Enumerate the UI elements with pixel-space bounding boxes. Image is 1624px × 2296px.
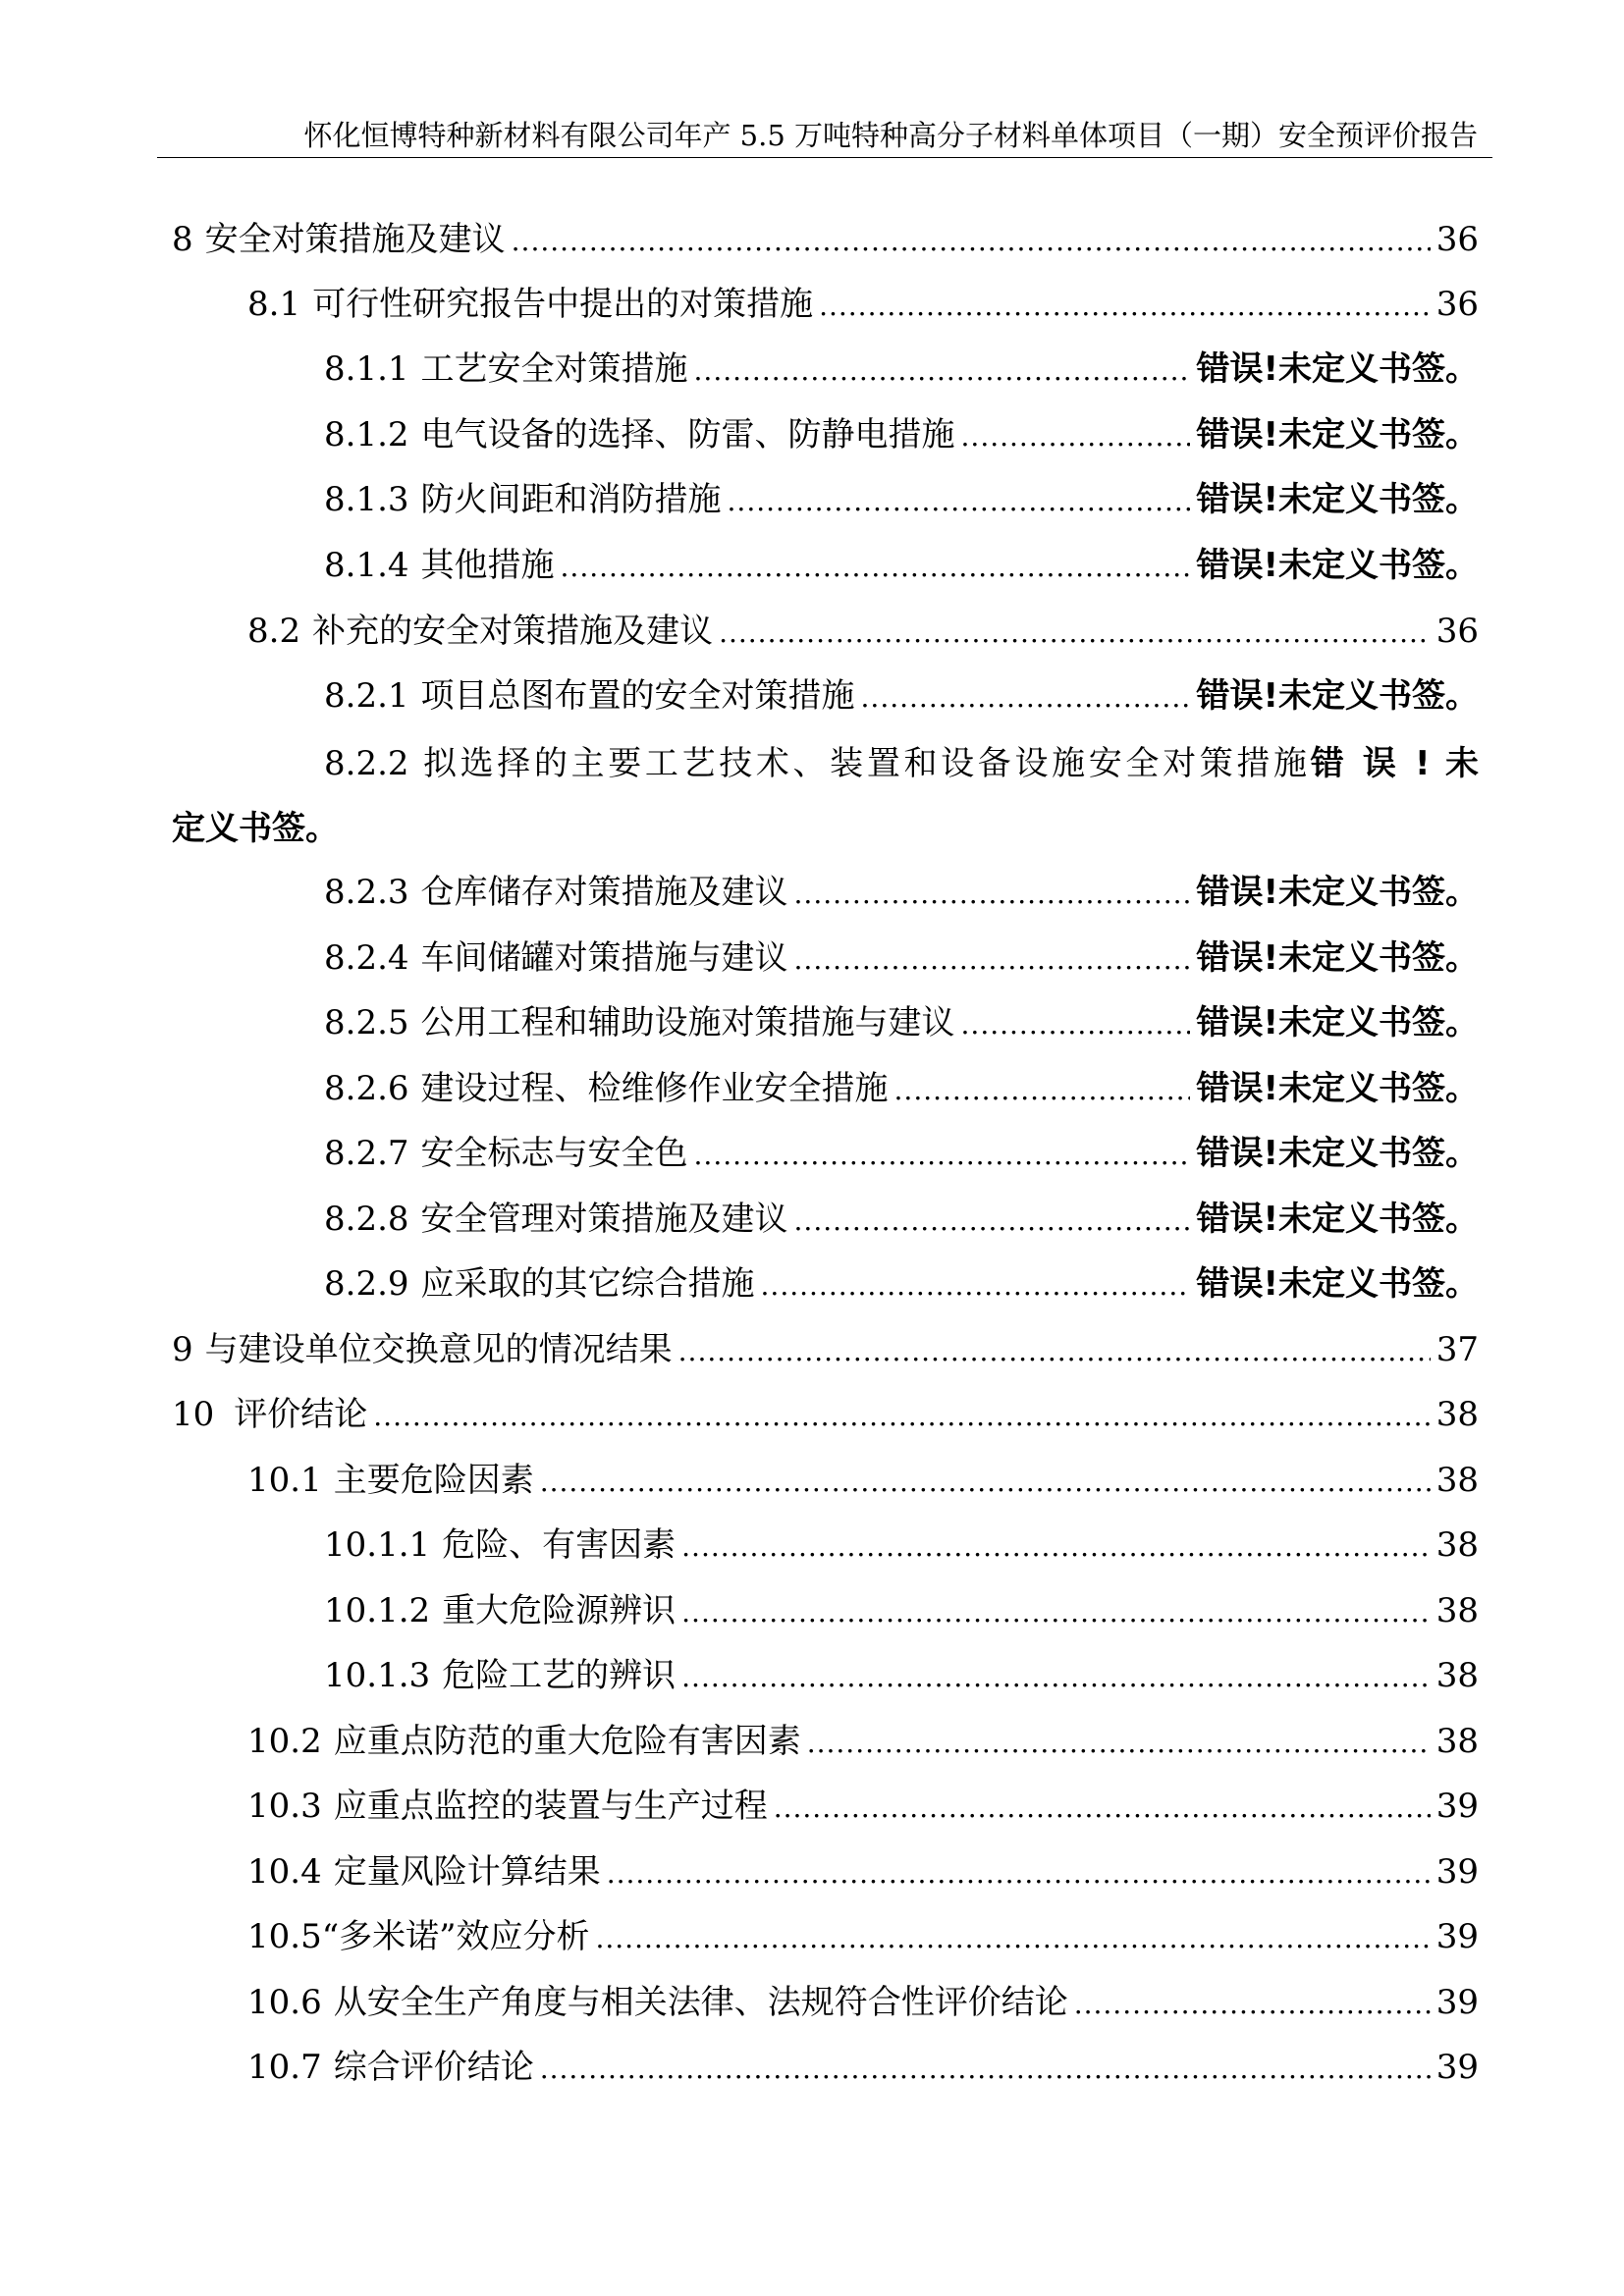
toc-entry-8-1-4[interactable]: [324, 536, 1479, 595]
toc-entry-line-1: [172, 731, 1479, 796]
toc-page-number: 39: [1435, 1917, 1479, 1956]
toc-entry-8-2[interactable]: [247, 602, 1479, 661]
toc-entry-8-2-3[interactable]: [324, 863, 1479, 922]
toc-entry-title: 应采取的其它综合措施: [420, 1264, 755, 1304]
toc-entry-number: 10.4: [247, 1852, 322, 1892]
toc-dot-leader: [681, 1583, 1431, 1642]
toc-entry-8-2-1[interactable]: [324, 667, 1479, 725]
toc-entry-10-1[interactable]: [247, 1451, 1479, 1510]
toc-entry-8-2-2[interactable]: [172, 731, 1479, 861]
toc-entry-number: 10.5: [247, 1917, 322, 1956]
toc-entry-number: 8.2.5: [324, 1003, 409, 1042]
toc-entry-9[interactable]: [172, 1320, 1479, 1379]
toc-entry-title: 公用工程和辅助设施对策措施与建议: [420, 1003, 955, 1042]
toc-dot-leader: [894, 1061, 1191, 1120]
toc-page-number: 38: [1435, 1656, 1479, 1695]
toc-entry-10-1-2[interactable]: [324, 1581, 1479, 1640]
toc-entry-title: 应重点防范的重大危险有害因素: [333, 1722, 801, 1761]
toc-dot-leader: [794, 931, 1191, 989]
toc-entry-10-3[interactable]: [247, 1777, 1479, 1836]
toc-entry-number: 10.3: [247, 1787, 322, 1826]
toc-bookmark-error: 错误!未定义书签。: [1196, 938, 1479, 978]
toc-bookmark-error: 错 误 ! 未: [1310, 744, 1479, 783]
toc-entry-number: 8.1: [247, 285, 301, 324]
toc-entry-number: 8.2.4: [324, 938, 409, 978]
toc-page-number: 38: [1435, 1461, 1479, 1500]
toc-dot-leader: [794, 865, 1191, 924]
toc-entry-title: 其他措施: [420, 546, 555, 585]
toc-dot-leader: [807, 1714, 1431, 1773]
toc-entry-title: 与建设单位交换意见的情况结果: [204, 1330, 673, 1369]
toc-bookmark-error-continued: 定义书签。: [172, 809, 339, 848]
toc-entry-number: 10.1.3: [324, 1656, 431, 1695]
toc-entry-number: 8: [172, 220, 193, 259]
toc-bookmark-error: 错误!未定义书签。: [1196, 415, 1479, 454]
toc-bookmark-error: 错误!未定义书签。: [1196, 480, 1479, 519]
toc-page-number: 36: [1435, 220, 1479, 259]
toc-dot-leader: [678, 1322, 1431, 1381]
toc-entry-title: 危险、有害因素: [442, 1525, 677, 1565]
toc-page-number: 39: [1435, 2048, 1479, 2087]
toc-dot-leader: [719, 604, 1431, 663]
toc-entry-title: 定量风险计算结果: [333, 1852, 601, 1892]
toc-dot-leader: [540, 2040, 1431, 2099]
toc-entry-10-4[interactable]: [247, 1842, 1479, 1901]
toc-entry-8-2-6[interactable]: [324, 1059, 1479, 1118]
toc-entry-title: 建设过程、检维修作业安全措施: [420, 1069, 889, 1108]
toc-entry-number: 8.2.1: [324, 676, 409, 716]
toc-entry-title: 安全对策措施及建议: [204, 220, 506, 259]
toc-entry-8-1-2[interactable]: [324, 405, 1479, 464]
toc-entry-title: 安全管理对策措施及建议: [420, 1200, 788, 1239]
toc-bookmark-error: 错误!未定义书签。: [1196, 873, 1479, 912]
toc-page-number: 37: [1435, 1330, 1479, 1369]
toc-page-number: 36: [1435, 612, 1479, 651]
toc-page-number: 39: [1435, 1852, 1479, 1892]
toc-page-number: 38: [1435, 1722, 1479, 1761]
toc-dot-leader: [512, 212, 1431, 271]
toc-page-number: 39: [1435, 1983, 1479, 2022]
toc-dot-leader: [774, 1779, 1431, 1838]
toc-dot-leader: [561, 538, 1191, 597]
toc-page-number: 38: [1435, 1525, 1479, 1565]
toc-dot-leader: [681, 1648, 1431, 1707]
toc-entry-number: 10.2: [247, 1722, 322, 1761]
toc-entry-title: 防火间距和消防措施: [420, 480, 722, 519]
toc-entry-8-1-1[interactable]: [324, 340, 1479, 399]
toc-dot-leader: [694, 1126, 1191, 1185]
toc-bookmark-error: 错误!未定义书签。: [1196, 1134, 1479, 1173]
toc-entry-number: 8.2: [247, 612, 301, 651]
toc-entry-number: 8.2.7: [324, 1134, 409, 1173]
toc-dot-leader: [761, 1256, 1191, 1315]
toc-entry-10-1-1[interactable]: [324, 1516, 1479, 1575]
toc-bookmark-error: 错误!未定义书签。: [1196, 1200, 1479, 1239]
toc-entry-title: 安全标志与安全色: [420, 1134, 688, 1173]
toc-entry-number: 10.1.1: [324, 1525, 431, 1565]
toc-entry-8-2-4[interactable]: [324, 929, 1479, 988]
toc-entry-number: 10.1: [247, 1461, 322, 1500]
toc-bookmark-error: 错误!未定义书签。: [1196, 1264, 1479, 1304]
toc-bookmark-error: 错误!未定义书签。: [1196, 546, 1479, 585]
toc-entry-number: 8.2.6: [324, 1069, 409, 1108]
toc-dot-leader: [794, 1192, 1191, 1251]
toc-entry-8-1-3[interactable]: [324, 470, 1479, 529]
toc-entry-number: 10.1.2: [324, 1591, 431, 1630]
toc-dot-leader: [961, 407, 1191, 466]
toc-entry-number: 8.2.8: [324, 1200, 409, 1239]
toc-bookmark-error: 错误!未定义书签。: [1196, 676, 1479, 716]
toc-entry-10-7[interactable]: [247, 2038, 1479, 2097]
toc-entry-title: 可行性研究报告中提出的对策措施: [312, 285, 814, 324]
toc-entry-title: 电气设备的选择、防雷、防静电措施: [420, 415, 955, 454]
toc-dot-leader: [607, 1844, 1431, 1903]
toc-dot-leader: [819, 277, 1431, 336]
toc-dot-leader: [540, 1453, 1431, 1512]
toc-entry-number: 8.2.9: [324, 1264, 409, 1304]
toc-bookmark-error: 错误!未定义书签。: [1196, 1003, 1479, 1042]
toc-dot-leader: [373, 1387, 1430, 1446]
toc-entry-title: 补充的安全对策措施及建议: [312, 612, 714, 651]
toc-dot-leader: [681, 1518, 1431, 1576]
toc-entry-8-2-7[interactable]: [324, 1124, 1479, 1183]
toc-entry-8-2-8[interactable]: [324, 1190, 1479, 1249]
toc-entry-title: 项目总图布置的安全对策措施: [420, 676, 855, 716]
toc-entry-number: 10: [172, 1395, 215, 1434]
toc-entry-number: 8.1.2: [324, 415, 409, 454]
toc-dot-leader: [595, 1909, 1430, 1968]
toc-entry-8-1[interactable]: [247, 275, 1479, 334]
toc-entry-10-2[interactable]: [247, 1712, 1479, 1771]
toc-entry-title: 工艺安全对策措施: [420, 349, 688, 389]
toc-entry-number: 8.2.3: [324, 873, 409, 912]
toc-entry-10-6[interactable]: [247, 1973, 1479, 2032]
toc-entry-title: 仓库储存对策措施及建议: [420, 873, 788, 912]
toc-page-number: 36: [1435, 285, 1479, 324]
toc-page-number: 38: [1435, 1591, 1479, 1630]
toc-entry-8[interactable]: [172, 210, 1479, 269]
toc-dot-leader: [961, 995, 1191, 1054]
toc-entry-title: 评价结论: [234, 1395, 368, 1434]
toc-entry-number: 8.1.3: [324, 480, 409, 519]
toc-entry-number: 10.6: [247, 1983, 322, 2022]
toc-entry-number: 8.2.2: [324, 744, 409, 783]
toc-entry-10-5[interactable]: [247, 1907, 1479, 1966]
toc-entry-number: 10.7: [247, 2048, 322, 2087]
running-header: 怀化恒博特种新材料有限公司年产 5.5 万吨特种高分子材料单体项目（一期）安全预评价报告: [303, 119, 1478, 152]
toc-entry-title: 车间储罐对策措施与建议: [420, 938, 788, 978]
toc-entry-10-1-3[interactable]: [324, 1646, 1479, 1705]
toc-entry-title: 重大危险源辨识: [442, 1591, 677, 1630]
toc-entry-number: 8.1.4: [324, 546, 409, 585]
toc-entry-title: 应重点监控的装置与生产过程: [333, 1787, 768, 1826]
toc-entry-number: 9: [172, 1330, 193, 1369]
toc-page-number: 38: [1435, 1395, 1479, 1434]
toc-entry-title: 从安全生产角度与相关法律、法规符合性评价结论: [333, 1983, 1068, 2022]
toc-entry-8-2-9[interactable]: [324, 1255, 1479, 1313]
toc-entry-title: “多米诺”效应分析: [321, 1917, 590, 1956]
toc-entry-title: 综合评价结论: [333, 2048, 534, 2087]
toc-entry-10[interactable]: [172, 1385, 1479, 1444]
toc-dot-leader: [694, 342, 1191, 400]
toc-entry-number: 8.1.1: [324, 349, 409, 389]
toc-entry-8-2-5[interactable]: [324, 993, 1479, 1052]
toc-entry-title: 主要危险因素: [333, 1461, 534, 1500]
toc-dot-leader: [861, 668, 1191, 727]
toc-page-number: 39: [1435, 1787, 1479, 1826]
toc-bookmark-error: 错误!未定义书签。: [1196, 1069, 1479, 1108]
toc-entry-title: 拟选择的主要工艺技术、装置和设备设施安全对策措施: [422, 744, 1311, 783]
toc-dot-leader: [1074, 1975, 1431, 2034]
toc-dot-leader: [728, 472, 1191, 531]
toc-entry-title: 危险工艺的辨识: [442, 1656, 677, 1695]
toc-bookmark-error: 错误!未定义书签。: [1196, 349, 1479, 389]
